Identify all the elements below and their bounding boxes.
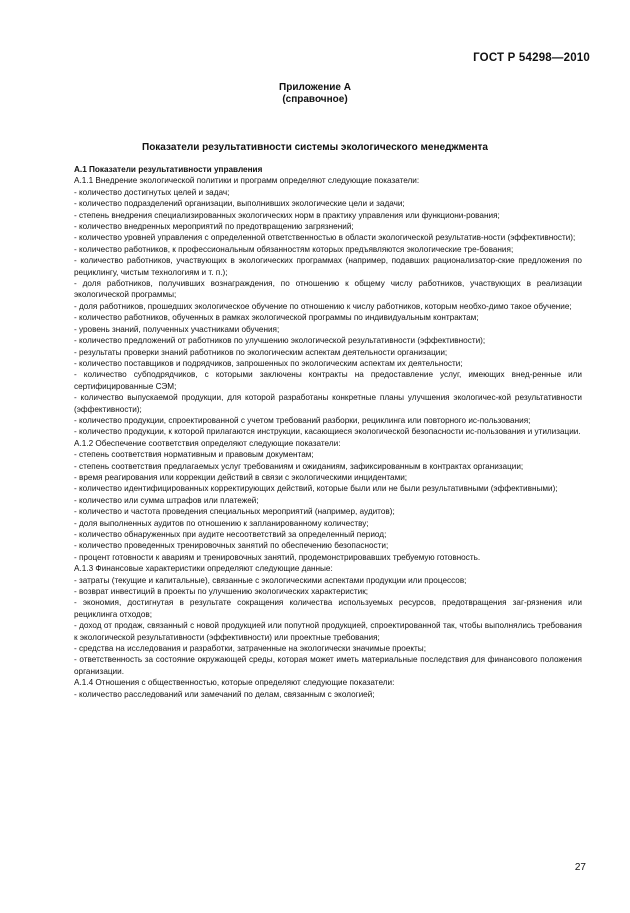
- list-a112: [74, 449, 582, 563]
- document-body: [74, 164, 582, 700]
- list-item: - возврат инвестиций в проекты по улучшению экологических характеристик;: [74, 587, 369, 597]
- list-item: - количество идентифицированных корректирующих действий, которые были или не были результативными (эффективными);: [74, 484, 558, 494]
- section-a113: А.1.3 Финансовые характеристики определяют следующие данные:: [74, 564, 333, 574]
- list-item: - затраты (текущие и капитальные), связанные с экологическими аспектами продукции или процессов;: [74, 575, 467, 585]
- list-item: - результаты проверки знаний работников по экологическим аспектам деятельности организации;: [74, 347, 448, 357]
- list-a111: [74, 187, 582, 438]
- standard-designation: ГОСТ Р 54298—2010: [473, 52, 590, 64]
- list-item: - доход от продаж, связанный с новой продукцией или попутной продукцией, спроектированной так, чтобы выполнялись требования к экологической результативности (эффективности) или проектные требования;: [74, 621, 582, 642]
- list-item: - количество работников, обученных в рамках экологической программы по индивидуальным контрактам;: [74, 313, 479, 323]
- list-item: - количество расследований или замечаний по делам, связанным с экологией;: [74, 689, 375, 699]
- section-a112: А.1.2 Обеспечение соответствия определяют следующие показатели:: [74, 438, 341, 448]
- list-item: - количество предложений от работников по улучшению экологической результативности (эффективности);: [74, 336, 486, 346]
- list-a114: [74, 689, 582, 700]
- list-item: - время реагирования или коррекции действий в связи с экологическими инцидентами;: [74, 472, 408, 482]
- list-item: - количество достигнутых целей и задач;: [74, 187, 230, 197]
- list-item: - экономия, достигнутая в результате сокращения количества используемых ресурсов, предотвращения заг-рязнения или рециклинга отходов;: [74, 598, 582, 619]
- list-item: - количество проведенных тренировочных занятий по обеспечению безопасности;: [74, 541, 389, 551]
- list-item: - количество субподрядчиков, с которыми заключены контракты на предоставление услуг, имеющих внед-ренные или сертифицированные СЭМ;: [74, 370, 582, 391]
- section-a111: А.1.1 Внедрение экологической политики и программ определяют следующие показатели:: [74, 176, 420, 186]
- list-item: - количество или сумма штрафов или платежей;: [74, 495, 259, 505]
- list-item: - количество и частота проведения специальных мероприятий (например, аудитов);: [74, 507, 395, 517]
- list-a113: [74, 575, 582, 678]
- section-a1-title: А.1 Показатели результативности управления: [74, 165, 263, 174]
- page-number: 27: [574, 862, 586, 873]
- list-item: - количество подразделений организации, выполнивших экологические цели и задачи;: [74, 199, 405, 209]
- list-item: - количество поставщиков и подрядчиков, запрошенных по экологическим аспектам их деятельности;: [74, 358, 463, 368]
- section-a114: А.1.4 Отношения с общественностью, которые определяют следующие показатели:: [74, 678, 395, 688]
- appendix-heading: [0, 82, 630, 106]
- appendix-title: Приложение А: [279, 82, 351, 93]
- list-item: - количество работников, участвующих в экологических программах (например, подавших рационализатор-ские предложения по рециклингу, чистым технологиям и т. п.);: [74, 256, 582, 277]
- list-item: - степень соответствия нормативным и правовым документам;: [74, 450, 314, 460]
- appendix-subtitle: (справочное): [282, 94, 348, 105]
- list-item: - доля работников, прошедших экологическое обучение по отношению к числу работников, которым необхо-димо такое обучение;: [74, 301, 572, 311]
- list-item: - количество уровней управления с определенной ответственностью в области экологической результатив-ности (эффективности);: [74, 233, 576, 243]
- list-item: - количество внедренных мероприятий по предотвращению загрязнений;: [74, 222, 354, 232]
- list-item: - ответственность за состояние окружающей среды, которая может иметь материальные последствия для финансового положения организации.: [74, 655, 582, 676]
- list-item: - процент готовности к авариям и тренировочных занятий, продемонстрировавших требуемую готовность.: [74, 552, 481, 562]
- list-item: - степень внедрения специализированных экологических норм в практику управления или функциони-рования;: [74, 210, 500, 220]
- document-title: Показатели результативности системы экологического менеджмента: [142, 142, 488, 153]
- list-item: - количество продукции, к которой прилагаются инструкции, касающиеся экологической безопасности ис-пользования и утилизации.: [74, 427, 581, 437]
- list-item: - количество обнаруженных при аудите несоответствий за определенный период;: [74, 530, 387, 539]
- list-item: - доля выполненных аудитов по отношению к запланированному количеству;: [74, 518, 369, 528]
- list-item: - средства на исследования и разработки, затраченные на экологически значимые проекты;: [74, 644, 426, 654]
- list-item: - количество выпускаемой продукции, для которой разработаны конкретные планы улучшения экологичес-кой результативности (эффективности);: [74, 393, 582, 414]
- list-item: - количество работников, к профессиональным обязанностям которых предъявляются экологические тре-бования;: [74, 244, 514, 254]
- list-item: - уровень знаний, полученных участниками обучения;: [74, 324, 280, 334]
- list-item: - количество продукции, спроектированной с учетом требований разборки, рециклинга или повторного ис-пользования;: [74, 415, 531, 425]
- list-item: - доля работников, получивших вознаграждения, по отношению к общему числу работников, участвующих в реализации экологической программы;: [74, 279, 582, 300]
- list-item: - степень соответствия предлагаемых услуг требованиям и ожиданиям, зафиксированным в контрактах организации;: [74, 461, 524, 471]
